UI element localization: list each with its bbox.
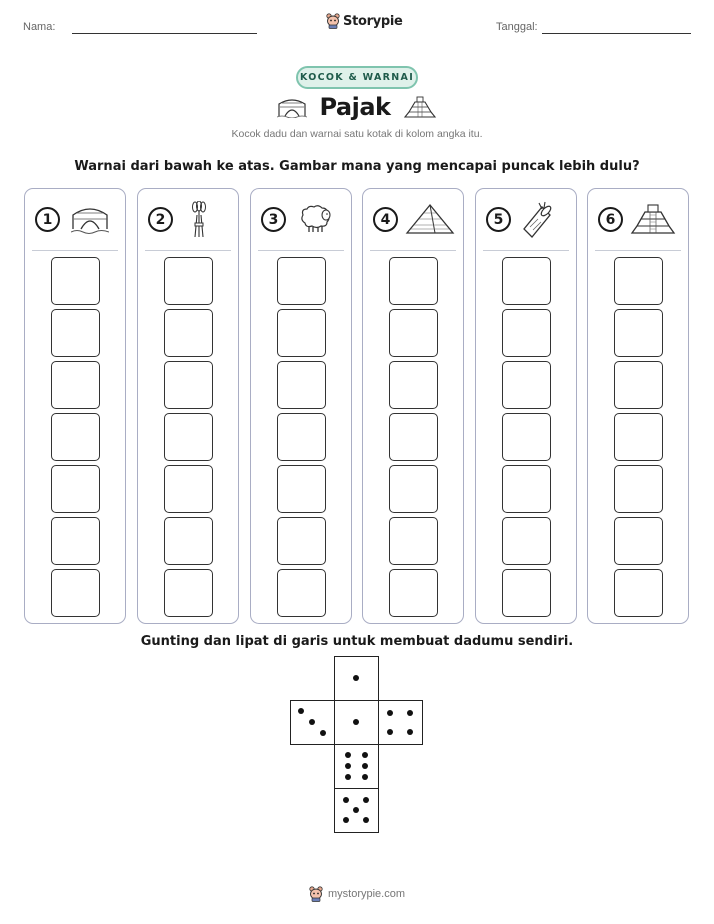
column-number: 5 (486, 207, 511, 232)
color-box[interactable] (614, 361, 663, 409)
pip (363, 797, 369, 803)
column-3 (250, 188, 352, 624)
color-box[interactable] (164, 361, 213, 409)
die-face-1 (334, 656, 379, 701)
color-box[interactable] (164, 413, 213, 461)
die-face-3 (290, 700, 335, 745)
color-box[interactable] (502, 465, 551, 513)
pyramid-icon (405, 201, 455, 237)
color-box[interactable] (614, 569, 663, 617)
column-2 (137, 188, 239, 624)
color-box[interactable] (164, 257, 213, 305)
brand-name: Storypie (343, 13, 403, 29)
color-box[interactable] (502, 517, 551, 565)
color-box[interactable] (51, 361, 100, 409)
sheep-icon (297, 201, 333, 237)
color-box[interactable] (614, 517, 663, 565)
column-number: 6 (598, 207, 623, 232)
color-box[interactable] (164, 517, 213, 565)
column-divider (370, 250, 456, 251)
subtitle: Kocok dadu dan warnai satu kotak di kolom angka itu. (231, 128, 483, 140)
column-4 (362, 188, 464, 624)
color-box[interactable] (502, 257, 551, 305)
name-label: Nama: (23, 21, 56, 33)
color-box[interactable] (389, 465, 438, 513)
column-6 (587, 188, 689, 624)
pip (345, 752, 351, 758)
pip (320, 730, 326, 736)
die-face-4 (378, 700, 423, 745)
stone-bridge-icon (71, 201, 109, 237)
column-number: 1 (35, 207, 60, 232)
color-box[interactable] (502, 361, 551, 409)
column-5 (475, 188, 577, 624)
color-box[interactable] (614, 465, 663, 513)
color-box[interactable] (614, 309, 663, 357)
date-label: Tanggal: (496, 21, 538, 33)
color-box[interactable] (51, 517, 100, 565)
wheat-bundle-icon (188, 201, 210, 239)
column-divider (483, 250, 569, 251)
color-box[interactable] (277, 569, 326, 617)
column-header (363, 189, 463, 249)
color-box[interactable] (389, 361, 438, 409)
color-box[interactable] (51, 465, 100, 513)
instruction: Warnai dari bawah ke atas. Gambar mana yang mencapai puncak lebih dulu? (74, 159, 640, 174)
brand-logo (326, 13, 403, 29)
footer (0, 886, 714, 902)
storypie-mascot-icon (326, 13, 340, 29)
column-header (588, 189, 688, 249)
color-box[interactable] (51, 413, 100, 461)
pip (343, 797, 349, 803)
color-box[interactable] (389, 257, 438, 305)
color-box[interactable] (389, 309, 438, 357)
color-box[interactable] (502, 413, 551, 461)
color-box[interactable] (389, 569, 438, 617)
pip (309, 719, 315, 725)
step-pyramid-icon (403, 96, 437, 118)
step-pyramid-icon (630, 201, 676, 237)
pip (362, 752, 368, 758)
color-box[interactable] (164, 569, 213, 617)
column-header (25, 189, 125, 249)
column-number: 3 (261, 207, 286, 232)
title-row (0, 93, 714, 121)
pip (387, 729, 393, 735)
column-1 (24, 188, 126, 624)
pip (407, 710, 413, 716)
pip (353, 719, 359, 725)
color-box[interactable] (51, 569, 100, 617)
color-box[interactable] (51, 257, 100, 305)
column-header (476, 189, 576, 249)
color-box[interactable] (51, 309, 100, 357)
color-box[interactable] (164, 465, 213, 513)
pip (362, 763, 368, 769)
column-number: 2 (148, 207, 173, 232)
die-face-5 (334, 788, 379, 833)
page-title: Pajak (319, 93, 391, 121)
pip (345, 774, 351, 780)
color-box[interactable] (614, 257, 663, 305)
pip (298, 708, 304, 714)
color-box[interactable] (277, 413, 326, 461)
color-box[interactable] (277, 309, 326, 357)
color-box[interactable] (389, 517, 438, 565)
color-box[interactable] (277, 465, 326, 513)
color-box[interactable] (277, 517, 326, 565)
activity-badge: KOCOK & WARNAI (296, 66, 418, 89)
color-box[interactable] (164, 309, 213, 357)
color-box[interactable] (502, 309, 551, 357)
die-face-6 (334, 744, 379, 789)
footer-url[interactable]: mystorypie.com (327, 888, 406, 900)
die-face-1 (334, 700, 379, 745)
pip (362, 774, 368, 780)
column-divider (145, 250, 231, 251)
column-number: 4 (373, 207, 398, 232)
pip (343, 817, 349, 823)
pip (387, 710, 393, 716)
column-header (251, 189, 351, 249)
column-divider (32, 250, 118, 251)
pip (407, 729, 413, 735)
storypie-mascot-icon (309, 886, 323, 902)
name-line[interactable] (72, 33, 257, 34)
cut-instruction: Gunting dan lipat di garis untuk membuat dadumu sendiri. (140, 634, 574, 649)
pip (353, 807, 359, 813)
color-box[interactable] (614, 413, 663, 461)
column-divider (595, 250, 681, 251)
scroll-icon (520, 201, 556, 241)
color-box[interactable] (277, 257, 326, 305)
stone-bridge-icon (277, 96, 307, 118)
color-box[interactable] (277, 361, 326, 409)
date-line[interactable] (542, 33, 691, 34)
column-divider (258, 250, 344, 251)
color-box[interactable] (502, 569, 551, 617)
pip (345, 763, 351, 769)
column-header (138, 189, 238, 249)
pip (363, 817, 369, 823)
color-box[interactable] (389, 413, 438, 461)
pip (353, 675, 359, 681)
